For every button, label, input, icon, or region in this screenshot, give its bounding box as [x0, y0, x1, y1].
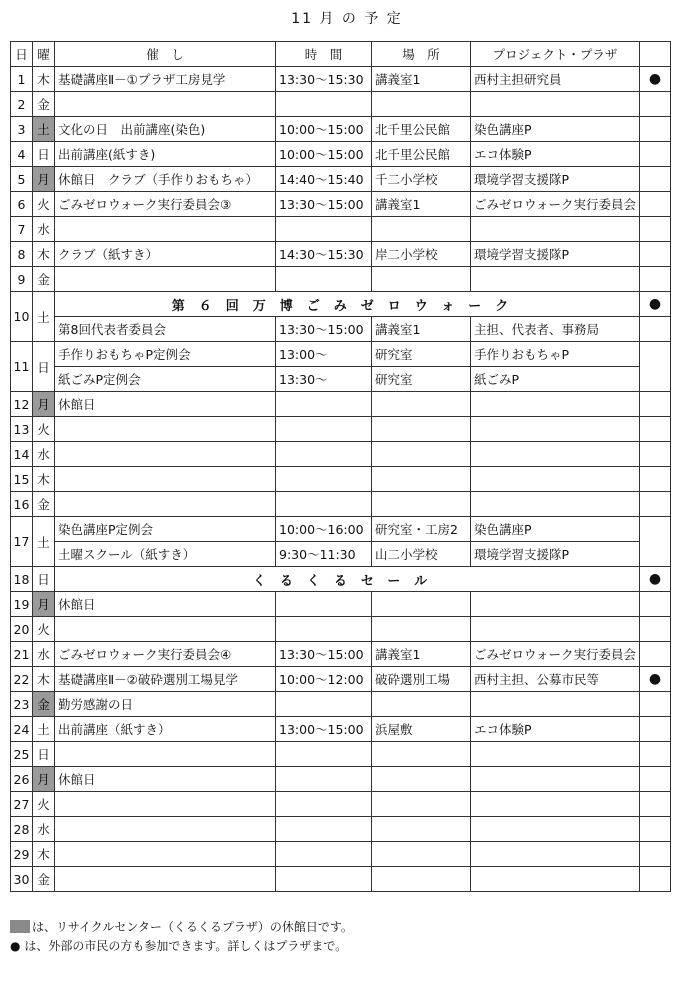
project-cell: 西村主担、公募市民等	[471, 667, 640, 692]
place-cell: 研究室・工房2	[372, 517, 471, 542]
table-row	[11, 567, 671, 592]
project-cell	[471, 617, 640, 642]
project-cell: 染色講座P	[471, 117, 640, 142]
time-cell	[276, 442, 372, 467]
day-cell: 22	[11, 667, 33, 692]
event-cell: 休館日	[55, 767, 276, 792]
participation-dot	[640, 492, 671, 517]
day-cell: 21	[11, 642, 33, 667]
table-row	[11, 817, 671, 842]
table-row	[11, 67, 671, 92]
table-row	[11, 542, 671, 567]
place-cell	[372, 392, 471, 417]
table-row	[11, 742, 671, 767]
time-cell: 13:30～15:30	[276, 67, 372, 92]
event-cell: 文化の日 出前講座(染色)	[55, 117, 276, 142]
table-row	[11, 192, 671, 217]
weekday-cell: 火	[33, 192, 55, 217]
place-cell	[372, 217, 471, 242]
weekday-cell: 金	[33, 692, 55, 717]
weekday-cell: 金	[33, 492, 55, 517]
place-cell	[372, 592, 471, 617]
time-cell	[276, 742, 372, 767]
event-cell: 手作りおもちゃP定例会	[55, 342, 276, 367]
weekday-cell: 水	[33, 442, 55, 467]
project-cell: ごみゼロウォーク実行委員会	[471, 642, 640, 667]
event-cell	[55, 842, 276, 867]
table-row	[11, 342, 671, 367]
table-row	[11, 517, 671, 542]
time-cell: 13:30～15:00	[276, 317, 372, 342]
table-row	[11, 767, 671, 792]
event-cell: 休館日 クラブ（手作りおもちゃ）	[55, 167, 276, 192]
place-cell: 山二小学校	[372, 542, 471, 567]
day-cell: 1	[11, 67, 33, 92]
place-cell	[372, 817, 471, 842]
day-cell: 17	[11, 517, 33, 567]
place-cell: 講義室1	[372, 192, 471, 217]
place-cell: 破砕選別工場	[372, 667, 471, 692]
header-time: 時 間	[276, 42, 372, 67]
project-cell	[471, 792, 640, 817]
event-cell	[55, 417, 276, 442]
participation-dot	[640, 867, 671, 892]
weekday-cell: 日	[33, 142, 55, 167]
weekday-cell: 火	[33, 417, 55, 442]
place-cell: 講義室1	[372, 642, 471, 667]
table-row	[11, 167, 671, 192]
weekday-cell: 火	[33, 792, 55, 817]
place-cell: 研究室	[372, 342, 471, 367]
place-cell	[372, 742, 471, 767]
weekday-cell: 火	[33, 617, 55, 642]
time-cell	[276, 217, 372, 242]
weekday-cell: 木	[33, 667, 55, 692]
weekday-cell: 木	[33, 67, 55, 92]
participation-dot	[640, 117, 671, 142]
time-cell: 13:00～15:00	[276, 717, 372, 742]
project-cell	[471, 467, 640, 492]
day-cell: 6	[11, 192, 33, 217]
event-cell: 染色講座P定例会	[55, 517, 276, 542]
event-cell	[55, 617, 276, 642]
event-cell: 出前講座(紙すき)	[55, 142, 276, 167]
header-day: 日	[11, 42, 33, 67]
day-cell: 15	[11, 467, 33, 492]
table-row	[11, 442, 671, 467]
time-cell: 13:30～	[276, 367, 372, 392]
weekday-cell: 木	[33, 467, 55, 492]
weekday-cell: 月	[33, 167, 55, 192]
event-cell	[55, 217, 276, 242]
time-cell	[276, 617, 372, 642]
day-cell: 3	[11, 117, 33, 142]
place-cell: 北千里公民館	[372, 142, 471, 167]
legend-notes	[10, 918, 353, 956]
participation-dot: ●	[640, 667, 671, 692]
participation-dot	[640, 517, 671, 567]
place-cell: 北千里公民館	[372, 117, 471, 142]
table-row	[11, 642, 671, 667]
event-cell: 基礎講座Ⅱ－①プラザ工房見学	[55, 67, 276, 92]
project-cell	[471, 442, 640, 467]
time-cell: 10:00～15:00	[276, 142, 372, 167]
participation-dot	[640, 142, 671, 167]
table-row	[11, 842, 671, 867]
event-cell: 休館日	[55, 592, 276, 617]
place-cell: 浜屋敷	[372, 717, 471, 742]
weekday-cell: 水	[33, 217, 55, 242]
weekday-cell: 土	[33, 117, 55, 142]
event-cell	[55, 742, 276, 767]
place-cell	[372, 417, 471, 442]
project-cell: 環境学習支援隊P	[471, 242, 640, 267]
place-cell: 講義室1	[372, 67, 471, 92]
table-row	[11, 417, 671, 442]
header-weekday: 曜	[33, 42, 55, 67]
day-cell: 30	[11, 867, 33, 892]
place-cell: 講義室1	[372, 317, 471, 342]
weekday-cell: 日	[33, 342, 55, 392]
project-cell	[471, 267, 640, 292]
time-cell	[276, 417, 372, 442]
weekday-cell: 日	[33, 567, 55, 592]
day-cell: 7	[11, 217, 33, 242]
day-cell: 4	[11, 142, 33, 167]
weekday-cell: 月	[33, 592, 55, 617]
time-cell: 14:40～15:40	[276, 167, 372, 192]
time-cell	[276, 817, 372, 842]
header-mark	[640, 42, 671, 67]
table-row	[11, 142, 671, 167]
table-row	[11, 242, 671, 267]
table-row	[11, 467, 671, 492]
project-cell: エコ体験P	[471, 142, 640, 167]
day-cell: 27	[11, 792, 33, 817]
participation-dot	[640, 792, 671, 817]
time-cell	[276, 92, 372, 117]
place-cell: 千二小学校	[372, 167, 471, 192]
table-row	[11, 692, 671, 717]
event-cell	[55, 92, 276, 117]
schedule-table	[10, 41, 671, 892]
participation-dot	[640, 392, 671, 417]
event-cell: ごみゼロウォーク実行委員会③	[55, 192, 276, 217]
time-cell: 14:30～15:30	[276, 242, 372, 267]
table-row	[11, 792, 671, 817]
project-cell	[471, 92, 640, 117]
place-cell	[372, 267, 471, 292]
day-cell: 10	[11, 292, 33, 342]
weekday-cell: 木	[33, 242, 55, 267]
table-row	[11, 617, 671, 642]
event-cell	[55, 792, 276, 817]
time-cell	[276, 467, 372, 492]
place-cell	[372, 842, 471, 867]
table-row	[11, 392, 671, 417]
event-banner: 第６回万博ごみゼロウォーク	[55, 292, 640, 317]
table-row	[11, 717, 671, 742]
project-cell: 紙ごみP	[471, 367, 640, 392]
day-cell: 19	[11, 592, 33, 617]
participation-dot	[640, 842, 671, 867]
place-cell	[372, 792, 471, 817]
time-cell	[276, 792, 372, 817]
weekday-cell: 金	[33, 92, 55, 117]
project-cell	[471, 692, 640, 717]
participation-dot	[640, 242, 671, 267]
closed-swatch	[10, 920, 30, 933]
participation-dot	[640, 467, 671, 492]
time-cell	[276, 867, 372, 892]
event-cell	[55, 492, 276, 517]
day-cell: 16	[11, 492, 33, 517]
event-cell: 勤労感謝の日	[55, 692, 276, 717]
time-cell	[276, 592, 372, 617]
day-cell: 14	[11, 442, 33, 467]
time-cell: 10:00～12:00	[276, 667, 372, 692]
dot-icon: ●	[10, 939, 21, 953]
participation-dot	[640, 592, 671, 617]
participation-dot: ●	[640, 67, 671, 92]
place-cell	[372, 492, 471, 517]
day-cell: 9	[11, 267, 33, 292]
place-cell: 岸二小学校	[372, 242, 471, 267]
table-row	[11, 592, 671, 617]
weekday-cell: 金	[33, 867, 55, 892]
weekday-cell: 金	[33, 267, 55, 292]
project-cell: 西村主担研究員	[471, 67, 640, 92]
weekday-cell: 木	[33, 842, 55, 867]
event-cell: 休館日	[55, 392, 276, 417]
table-row	[11, 117, 671, 142]
header-place: 場 所	[372, 42, 471, 67]
event-cell	[55, 467, 276, 492]
page-title: 11 月 の 予 定	[291, 11, 403, 27]
day-cell: 28	[11, 817, 33, 842]
participation-dot	[640, 92, 671, 117]
project-cell: ごみゼロウォーク実行委員会	[471, 192, 640, 217]
table-row	[11, 267, 671, 292]
weekday-cell: 土	[33, 517, 55, 567]
participation-dot	[640, 717, 671, 742]
project-cell	[471, 492, 640, 517]
project-cell	[471, 842, 640, 867]
project-cell	[471, 217, 640, 242]
day-cell: 8	[11, 242, 33, 267]
event-cell: 基礎講座Ⅱ－②破砕選別工場見学	[55, 667, 276, 692]
weekday-cell: 水	[33, 817, 55, 842]
project-cell	[471, 817, 640, 842]
table-row	[11, 492, 671, 517]
weekday-cell: 月	[33, 392, 55, 417]
participation-dot	[640, 767, 671, 792]
project-cell	[471, 392, 640, 417]
time-cell	[276, 842, 372, 867]
day-cell: 18	[11, 567, 33, 592]
table-row	[11, 92, 671, 117]
event-cell: 出前講座（紙すき）	[55, 717, 276, 742]
day-cell: 13	[11, 417, 33, 442]
place-cell: 研究室	[372, 367, 471, 392]
time-cell: 13:00～	[276, 342, 372, 367]
participation-dot	[640, 442, 671, 467]
time-cell	[276, 692, 372, 717]
day-cell: 5	[11, 167, 33, 192]
place-cell	[372, 617, 471, 642]
weekday-cell: 土	[33, 717, 55, 742]
place-cell	[372, 692, 471, 717]
project-cell	[471, 767, 640, 792]
project-cell	[471, 867, 640, 892]
weekday-cell: 月	[33, 767, 55, 792]
place-cell	[372, 92, 471, 117]
event-cell	[55, 267, 276, 292]
event-cell: ごみゼロウォーク実行委員会④	[55, 642, 276, 667]
participation-dot	[640, 417, 671, 442]
participation-dot: ●	[640, 292, 671, 317]
day-cell: 20	[11, 617, 33, 642]
event-cell	[55, 442, 276, 467]
event-cell: クラブ（紙すき）	[55, 242, 276, 267]
table-row	[11, 217, 671, 242]
participation-dot	[640, 317, 671, 342]
table-row	[11, 292, 671, 317]
time-cell	[276, 767, 372, 792]
time-cell	[276, 392, 372, 417]
event-banner: くるくるセール	[55, 567, 640, 592]
time-cell: 10:00～15:00	[276, 117, 372, 142]
project-cell: 主担、代表者、事務局	[471, 317, 640, 342]
participation-dot	[640, 217, 671, 242]
header-project: プロジェクト・プラザ	[471, 42, 640, 67]
weekday-cell: 水	[33, 642, 55, 667]
time-cell	[276, 267, 372, 292]
project-cell	[471, 742, 640, 767]
day-cell: 2	[11, 92, 33, 117]
weekday-cell: 日	[33, 742, 55, 767]
event-cell	[55, 867, 276, 892]
day-cell: 25	[11, 742, 33, 767]
participation-dot	[640, 742, 671, 767]
participation-dot	[640, 192, 671, 217]
participation-dot	[640, 267, 671, 292]
event-cell	[55, 817, 276, 842]
dot-note: は、外部の市民の方も参加できます。詳しくはプラザまで。	[24, 939, 348, 953]
table-row	[11, 317, 671, 342]
day-cell: 29	[11, 842, 33, 867]
place-cell	[372, 467, 471, 492]
project-cell: 染色講座P	[471, 517, 640, 542]
day-cell: 11	[11, 342, 33, 392]
participation-dot: ●	[640, 567, 671, 592]
place-cell	[372, 442, 471, 467]
day-cell: 23	[11, 692, 33, 717]
header-row	[11, 42, 671, 67]
day-cell: 12	[11, 392, 33, 417]
project-cell: エコ体験P	[471, 717, 640, 742]
table-row	[11, 367, 671, 392]
table-row	[11, 867, 671, 892]
participation-dot	[640, 167, 671, 192]
time-cell: 13:30～15:00	[276, 192, 372, 217]
participation-dot	[640, 642, 671, 667]
time-cell: 10:00～16:00	[276, 517, 372, 542]
project-cell	[471, 592, 640, 617]
participation-dot	[640, 617, 671, 642]
event-cell: 土曜スクール（紙すき）	[55, 542, 276, 567]
project-cell: 環境学習支援隊P	[471, 542, 640, 567]
place-cell	[372, 767, 471, 792]
header-event: 催 し	[55, 42, 276, 67]
participation-dot	[640, 342, 671, 392]
time-cell: 13:30～15:00	[276, 642, 372, 667]
table-row	[11, 667, 671, 692]
place-cell	[372, 867, 471, 892]
project-cell: 手作りおもちゃP	[471, 342, 640, 367]
project-cell	[471, 417, 640, 442]
project-cell: 環境学習支援隊P	[471, 167, 640, 192]
weekday-cell: 土	[33, 292, 55, 342]
closed-note: は、リサイクルセンター（くるくるプラザ）の休館日です。	[32, 920, 353, 934]
time-cell	[276, 492, 372, 517]
event-cell: 紙ごみP定例会	[55, 367, 276, 392]
day-cell: 26	[11, 767, 33, 792]
day-cell: 24	[11, 717, 33, 742]
participation-dot	[640, 692, 671, 717]
participation-dot	[640, 817, 671, 842]
time-cell: 9:30～11:30	[276, 542, 372, 567]
event-cell: 第8回代表者委員会	[55, 317, 276, 342]
